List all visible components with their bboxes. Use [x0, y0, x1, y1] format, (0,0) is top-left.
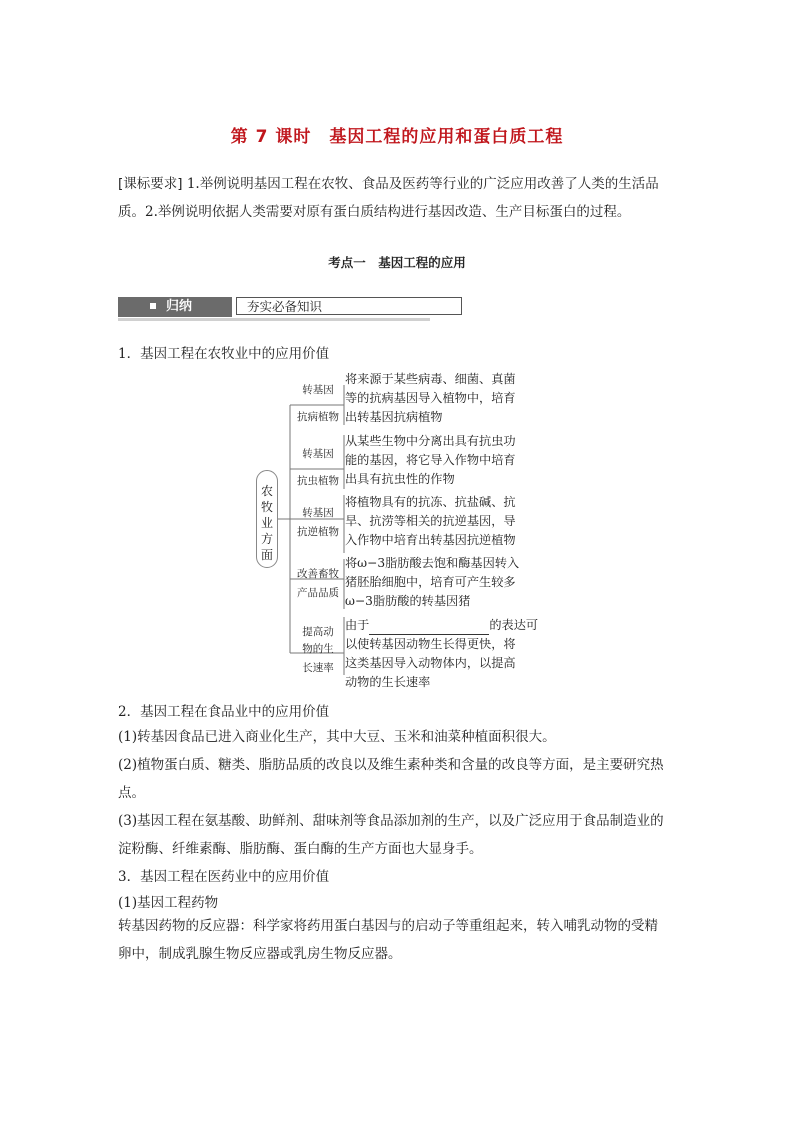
- text-line: 将ω−3脂肪酸去饱和酶基因转入: [345, 556, 520, 570]
- text-line: 动物的生长速率: [345, 675, 431, 689]
- page-title: 第 7 课时 基因工程的应用和蛋白质工程: [230, 127, 564, 147]
- text-disease-resistant: [345, 370, 539, 427]
- label-stress-resistant-1: 转基因: [302, 507, 334, 519]
- text-line: 将来源于某些病毒、细菌、真菌: [345, 372, 516, 386]
- heading-agriculture: 1．基因工程在农牧业中的应用价值: [118, 346, 330, 362]
- center-char: 业: [260, 516, 273, 530]
- label-growth-rate-3: 长速率: [302, 662, 334, 674]
- text-line: 这类基因导入动物体内，以提高: [345, 656, 516, 670]
- text-stress-resistant: [345, 493, 539, 550]
- text-fragment: 由于: [345, 618, 370, 632]
- heading-medicine: 3．基因工程在医药业中的应用价值: [118, 869, 330, 885]
- pharma-line: 卵中，制成乳腺生物反应器或乳房生物反应器。: [118, 946, 402, 962]
- requirements-line-1: 1.举例说明基因工程在农牧、食品及医药等行业的广泛应用改善了人类的生活品: [182, 176, 659, 192]
- center-char: 方: [260, 532, 273, 546]
- text-line: 出转基因抗病植物: [345, 410, 443, 424]
- food-paragraphs: [118, 723, 678, 863]
- text-line: 旱、抗涝等相关的抗逆基因，导: [345, 514, 516, 528]
- text-line-with-blank: [345, 616, 539, 635]
- banner-knowledge: 夯实必备知识: [236, 297, 462, 315]
- text-line: 猪胚胎细胞中，培育可产生较多: [345, 575, 516, 589]
- text-line: 将植物具有的抗冻、抗盐碱、抗: [345, 495, 516, 509]
- square-bullet-icon: [150, 303, 156, 309]
- food-line: 淀粉酶、纤维素酶、脂肪酶、蛋白酶的生产方面也大显身手。: [118, 841, 483, 857]
- center-char: 农: [260, 484, 273, 498]
- text-line: 能的基因，将它导入作物中培育: [345, 453, 516, 467]
- curriculum-requirements: [118, 170, 678, 226]
- section-title: 考点一 基因工程的应用: [328, 255, 466, 270]
- label-insect-resistant-1: 转基因: [302, 448, 334, 460]
- food-line: (2)植物蛋白质、糖类、脂肪品质的改良以及维生素种类和含量的改良等方面，是主要研究热: [118, 757, 664, 773]
- text-line: 出具有抗虫性的作物: [345, 472, 455, 486]
- requirements-line-2: 质。2.举例说明依据人类需要对原有蛋白质结构进行基因改造、生产目标蛋白的过程。: [118, 204, 631, 220]
- label-growth-rate-1: 提高动: [302, 626, 334, 638]
- banner-left-label: 归纳: [166, 299, 193, 314]
- section-banner: [118, 297, 430, 321]
- label-livestock-quality-1: 改善畜牧: [297, 568, 339, 580]
- text-line: 以使转基因动物生长得更快，将: [345, 637, 516, 651]
- subheading-gene-drugs: (1)基因工程药物: [118, 895, 219, 911]
- food-line: (1)转基因食品已进入商业化生产，其中大豆、玉米和油菜种植面积很大。: [118, 729, 556, 745]
- center-char: 牧: [260, 500, 273, 514]
- food-line: (3)基因工程在氨基酸、助鲜剂、甜味剂等食品添加剂的生产，以及广泛应用于食品制造业的: [118, 813, 664, 829]
- banner-underline: [118, 318, 430, 321]
- label-growth-rate-2: 物的生: [302, 643, 334, 655]
- banner-summary: [118, 297, 232, 317]
- center-char: 面: [260, 548, 273, 562]
- text-growth-rate: [345, 616, 539, 692]
- text-fragment: 的表达可: [489, 618, 539, 632]
- fill-in-blank[interactable]: [369, 621, 489, 635]
- text-line: 等的抗病基因导入植物中，培育: [345, 391, 516, 405]
- label-disease-resistant-2: 抗病植物: [297, 411, 339, 423]
- food-line: 点。: [118, 785, 145, 801]
- label-stress-resistant-2: 抗逆植物: [297, 526, 339, 538]
- label-insect-resistant-2: 抗虫植物: [297, 475, 339, 487]
- heading-food: 2．基因工程在食品业中的应用价值: [118, 704, 330, 720]
- pharma-line: 转基因药物的反应器：科学家将药用蛋白基因与的启动子等重组起来，转入哺乳动物的受精: [118, 918, 658, 934]
- text-line: 入作物中培育出转基因抗逆植物: [345, 533, 516, 547]
- diagram-center-agriculture: [256, 470, 278, 568]
- text-insect-resistant: [345, 432, 539, 489]
- requirements-tag: [课标要求]: [118, 176, 183, 192]
- pharma-paragraph: [118, 912, 678, 968]
- text-livestock-quality: [345, 554, 539, 611]
- text-line: ω−3脂肪酸的转基因猪: [345, 594, 471, 608]
- label-livestock-quality-2: 产品品质: [297, 587, 339, 599]
- text-line: 从某些生物中分离出具有抗虫功: [345, 434, 516, 448]
- label-disease-resistant-1: 转基因: [302, 384, 334, 396]
